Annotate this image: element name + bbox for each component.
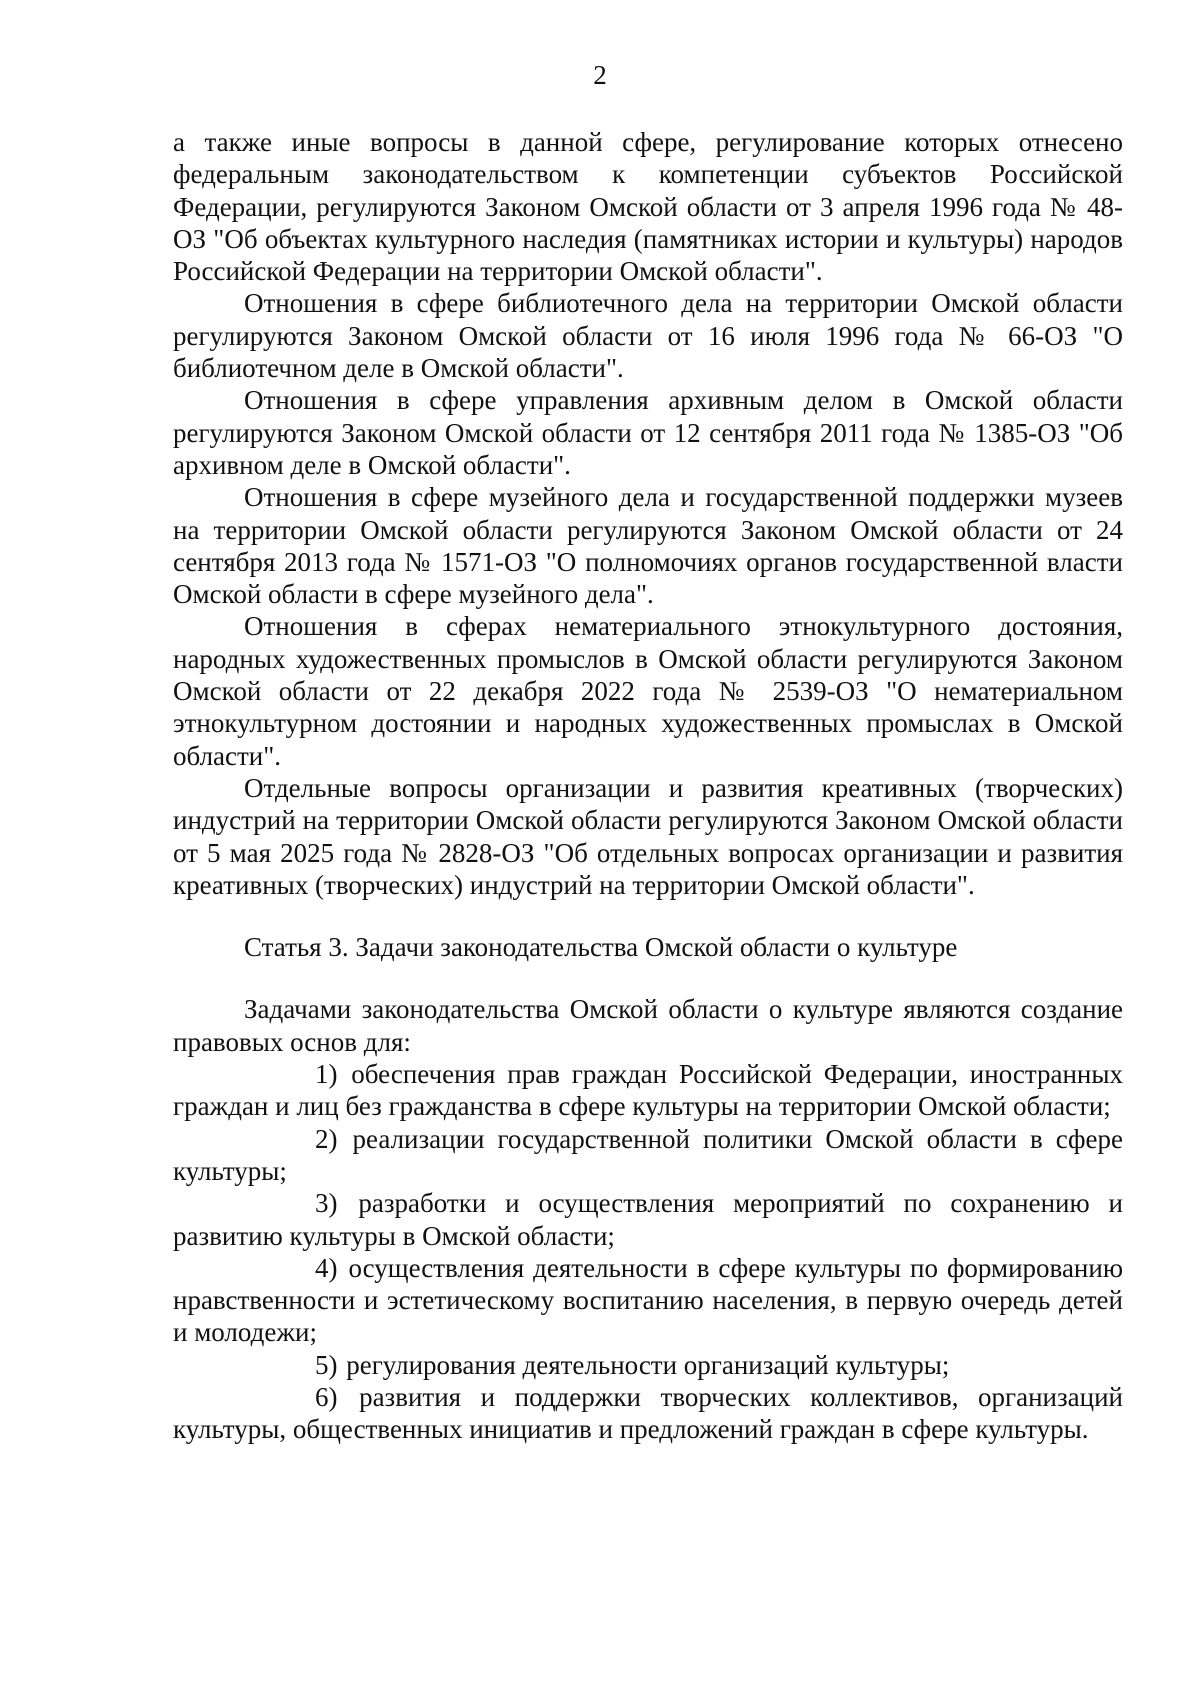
list-item bbox=[173, 1252, 1123, 1349]
paragraph-library-law: Отношения в сфере библиотечного дела на территории Омской области регулируются Законом Омской области от 16 июля 1996 года № 66-ОЗ "О библиотечном деле в Омской области". bbox=[173, 288, 1123, 384]
list-item-text: обеспечения прав граждан Российской Федерации, иностранных граждан и лиц без гражданства в сфере культуры на территории Омской области; bbox=[173, 1059, 1123, 1122]
list-item-number: 1) bbox=[315, 1059, 338, 1090]
page-number: 2 bbox=[593, 60, 607, 90]
paragraph-continuation: а также иные вопросы в данной сфере, регулирование которых отнесено федеральным законодательством к компетенции субъектов Российской Федерации, регулируются Законом Омской области от 3 апреля 1996 года № 48-ОЗ "Об объектах культурного наследия (памятниках истории и культуры) народов Российской Федерации на территории Омской области". bbox=[173, 127, 1123, 287]
article-3-intro: Задачами законодательства Омской области о культуре являются создание правовых основ для: bbox=[173, 994, 1123, 1057]
list-item bbox=[173, 1058, 1123, 1123]
list-item-number: 3) bbox=[315, 1188, 338, 1219]
list-item-text: развития и поддержки творческих коллективов, организаций культуры, общественных инициатив и предложений граждан в сфере культуры. bbox=[173, 1381, 1124, 1445]
list-item bbox=[173, 1123, 1123, 1188]
list-item-number: 2) bbox=[315, 1123, 338, 1154]
list-item-text: осуществления деятельности в сфере культуры по формированию нравственности и эстетическому воспитанию населения, в первую очередь детей и молодежи; bbox=[173, 1252, 1124, 1348]
list-item-number: 4) bbox=[315, 1252, 338, 1283]
list-item-number: 6) bbox=[315, 1381, 338, 1412]
list-item bbox=[173, 1349, 1123, 1381]
list-item-text: регулирования деятельности организаций культуры; bbox=[346, 1349, 950, 1380]
paragraph-archive-law: Отношения в сфере управления архивным делом в Омской области регулируются Законом Омской области от 12 сентября 2011 года № 1385-ОЗ "Об архивном деле в Омской области". bbox=[173, 385, 1123, 480]
paragraph-creative-industries-law: Отдельные вопросы организации и развития креативных (творческих) индустрий на территории Омской области регулируются Законом Омской области от 5 мая 2025 года № 2828-ОЗ "Об отдельных вопросах организации и развития креативных (творческих) индустрий на территории Омской области". bbox=[173, 772, 1123, 900]
article-3-heading: Статья 3. Задачи законодательства Омской области о культуре bbox=[244, 932, 958, 963]
paragraph-museum-law: Отношения в сфере музейного дела и государственной поддержки музеев на территории Омской области регулируются Законом Омской области от 24 сентября 2013 года № 1571-ОЗ "О полномочиях органов государственной власти Омской области в сфере музейного дела". bbox=[173, 482, 1123, 610]
list-item bbox=[173, 1381, 1123, 1446]
list-item bbox=[173, 1187, 1123, 1252]
list-item-number: 5) bbox=[315, 1349, 338, 1380]
list-item-text: разработки и осуществления мероприятий по сохранению и развитию культуры в Омской области; bbox=[173, 1188, 1124, 1251]
document-body bbox=[173, 126, 1123, 1446]
list-item-text: реализации государственной политики Омской области в сфере культуры; bbox=[173, 1123, 1124, 1186]
paragraph-heritage-crafts-law: Отношения в сферах нематериального этнокультурного достояния, народных художественных промыслов в Омской области регулируются Законом Омской области от 22 декабря 2022 года № 2539-ОЗ "О нематериальном этнокультурном достоянии и народных художественных промыслах в Омской области". bbox=[173, 611, 1123, 771]
